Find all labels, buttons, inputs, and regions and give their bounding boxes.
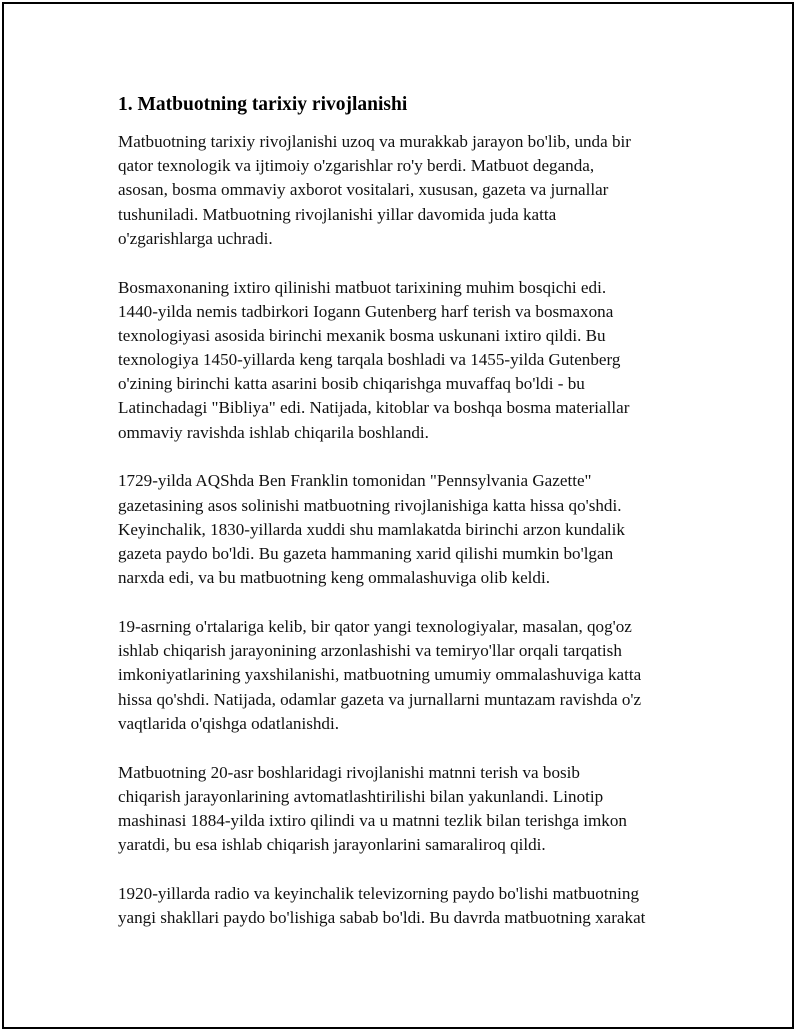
text-line: gazetasining asos solinishi matbuotning rivojlanishiga katta hissa qo'shdi. xyxy=(118,495,622,515)
text-line: narxda edi, va bu matbuotning keng ommalashuviga olib keldi. xyxy=(118,568,551,588)
text-line: Matbuotning 20-asr boshlaridagi rivojlanishi matnni terish va bosib xyxy=(118,762,580,782)
text-line: yaratdi, bu esa ishlab chiqarish jarayonlarini samaraliroq qildi. xyxy=(118,835,546,855)
text-line: 1440-yilda nemis tadbirkori Iogann Gutenberg harf terish va bosmaxona xyxy=(118,301,614,321)
text-line: yangi shakllari paydo bo'lishiga sabab bo'ldi. Bu davrda matbuotning xarakat xyxy=(118,908,646,928)
paragraph-3 xyxy=(118,469,708,590)
text-line: o'zgarishlarga uchradi. xyxy=(118,228,273,248)
paragraph-6 xyxy=(118,882,708,930)
text-line: tushuniladi. Matbuotning rivojlanishi yillar davomida juda katta xyxy=(118,204,557,224)
text-line: mashinasi 1884-yilda ixtiro qilindi va u matnni tezlik bilan terishga imkon xyxy=(118,810,627,830)
text-line: Latinchadagi "Bibliya" edi. Natijada, kitoblar va boshqa bosma materiallar xyxy=(118,398,630,418)
text-line: texnologiya 1450-yillarda keng tarqala boshladi va 1455-yilda Gutenberg xyxy=(118,350,621,370)
paragraph-1 xyxy=(118,130,708,251)
text-line: 1920-yillarda radio va keyinchalik televizorning paydo bo'lishi matbuotning xyxy=(118,883,639,903)
text-line: 1729-yilda AQShda Ben Franklin tomonidan "Pennsylvania Gazette" xyxy=(118,471,592,491)
text-line: asosan, bosma ommaviy axborot vositalari, xususan, gazeta va jurnallar xyxy=(118,180,609,200)
text-line: gazeta paydo bo'ldi. Bu gazeta hammaning xarid qilishi mumkin bo'lgan xyxy=(118,544,614,563)
text-line: Keyinchalik, 1830-yillarda xuddi shu mamlakatda birinchi arzon kundalik xyxy=(118,519,625,539)
text-line: o'zining birinchi katta asarini bosib chiqarishga muvaffaq bo'ldi - bu xyxy=(118,374,585,394)
paragraph-5 xyxy=(118,761,708,858)
text-line: ommaviy ravishda ishlab chiqarila boshlandi. xyxy=(118,422,429,442)
text-line: hissa qo'shdi. Natijada, odamlar gazeta va jurnallarni muntazam ravishda o'z xyxy=(118,689,642,709)
text-line: Matbuotning tarixiy rivojlanishi uzoq va murakkab jarayon bo'lib, unda bir xyxy=(118,132,631,151)
text-line: ishlab chiqarish jarayonining arzonlashishi va temiryo'llar orqali tarqatish xyxy=(118,641,622,661)
document-body xyxy=(118,92,708,955)
text-line: 19-asrning o'rtalariga kelib, bir qator yangi texnologiyalar, masalan, qog'oz xyxy=(118,616,632,636)
text-line: chiqarish jarayonlarining avtomatlashtirilishi bilan yakunlandi. Linotip xyxy=(118,786,604,806)
text-line: vaqtlarida o'qishga odatlanishdi. xyxy=(118,713,339,733)
text-line: imkoniyatlarining yaxshilanishi, matbuotning umumiy ommalashuviga katta xyxy=(118,665,642,685)
text-line: qator texnologik va ijtimoiy o'zgarishlar ro'y berdi. Matbuot deganda, xyxy=(118,156,595,176)
section-heading: 1. Matbuotning tarixiy rivojlanishi xyxy=(118,94,408,115)
text-line: Bosmaxonaning ixtiro qilinishi matbuot tarixining muhim bosqichi edi. xyxy=(118,277,607,297)
paragraph-4 xyxy=(118,615,708,736)
paragraph-2 xyxy=(118,276,708,445)
text-line: texnologiyasi asosida birinchi mexanik bosma uskunani ixtiro qildi. Bu xyxy=(118,325,606,345)
